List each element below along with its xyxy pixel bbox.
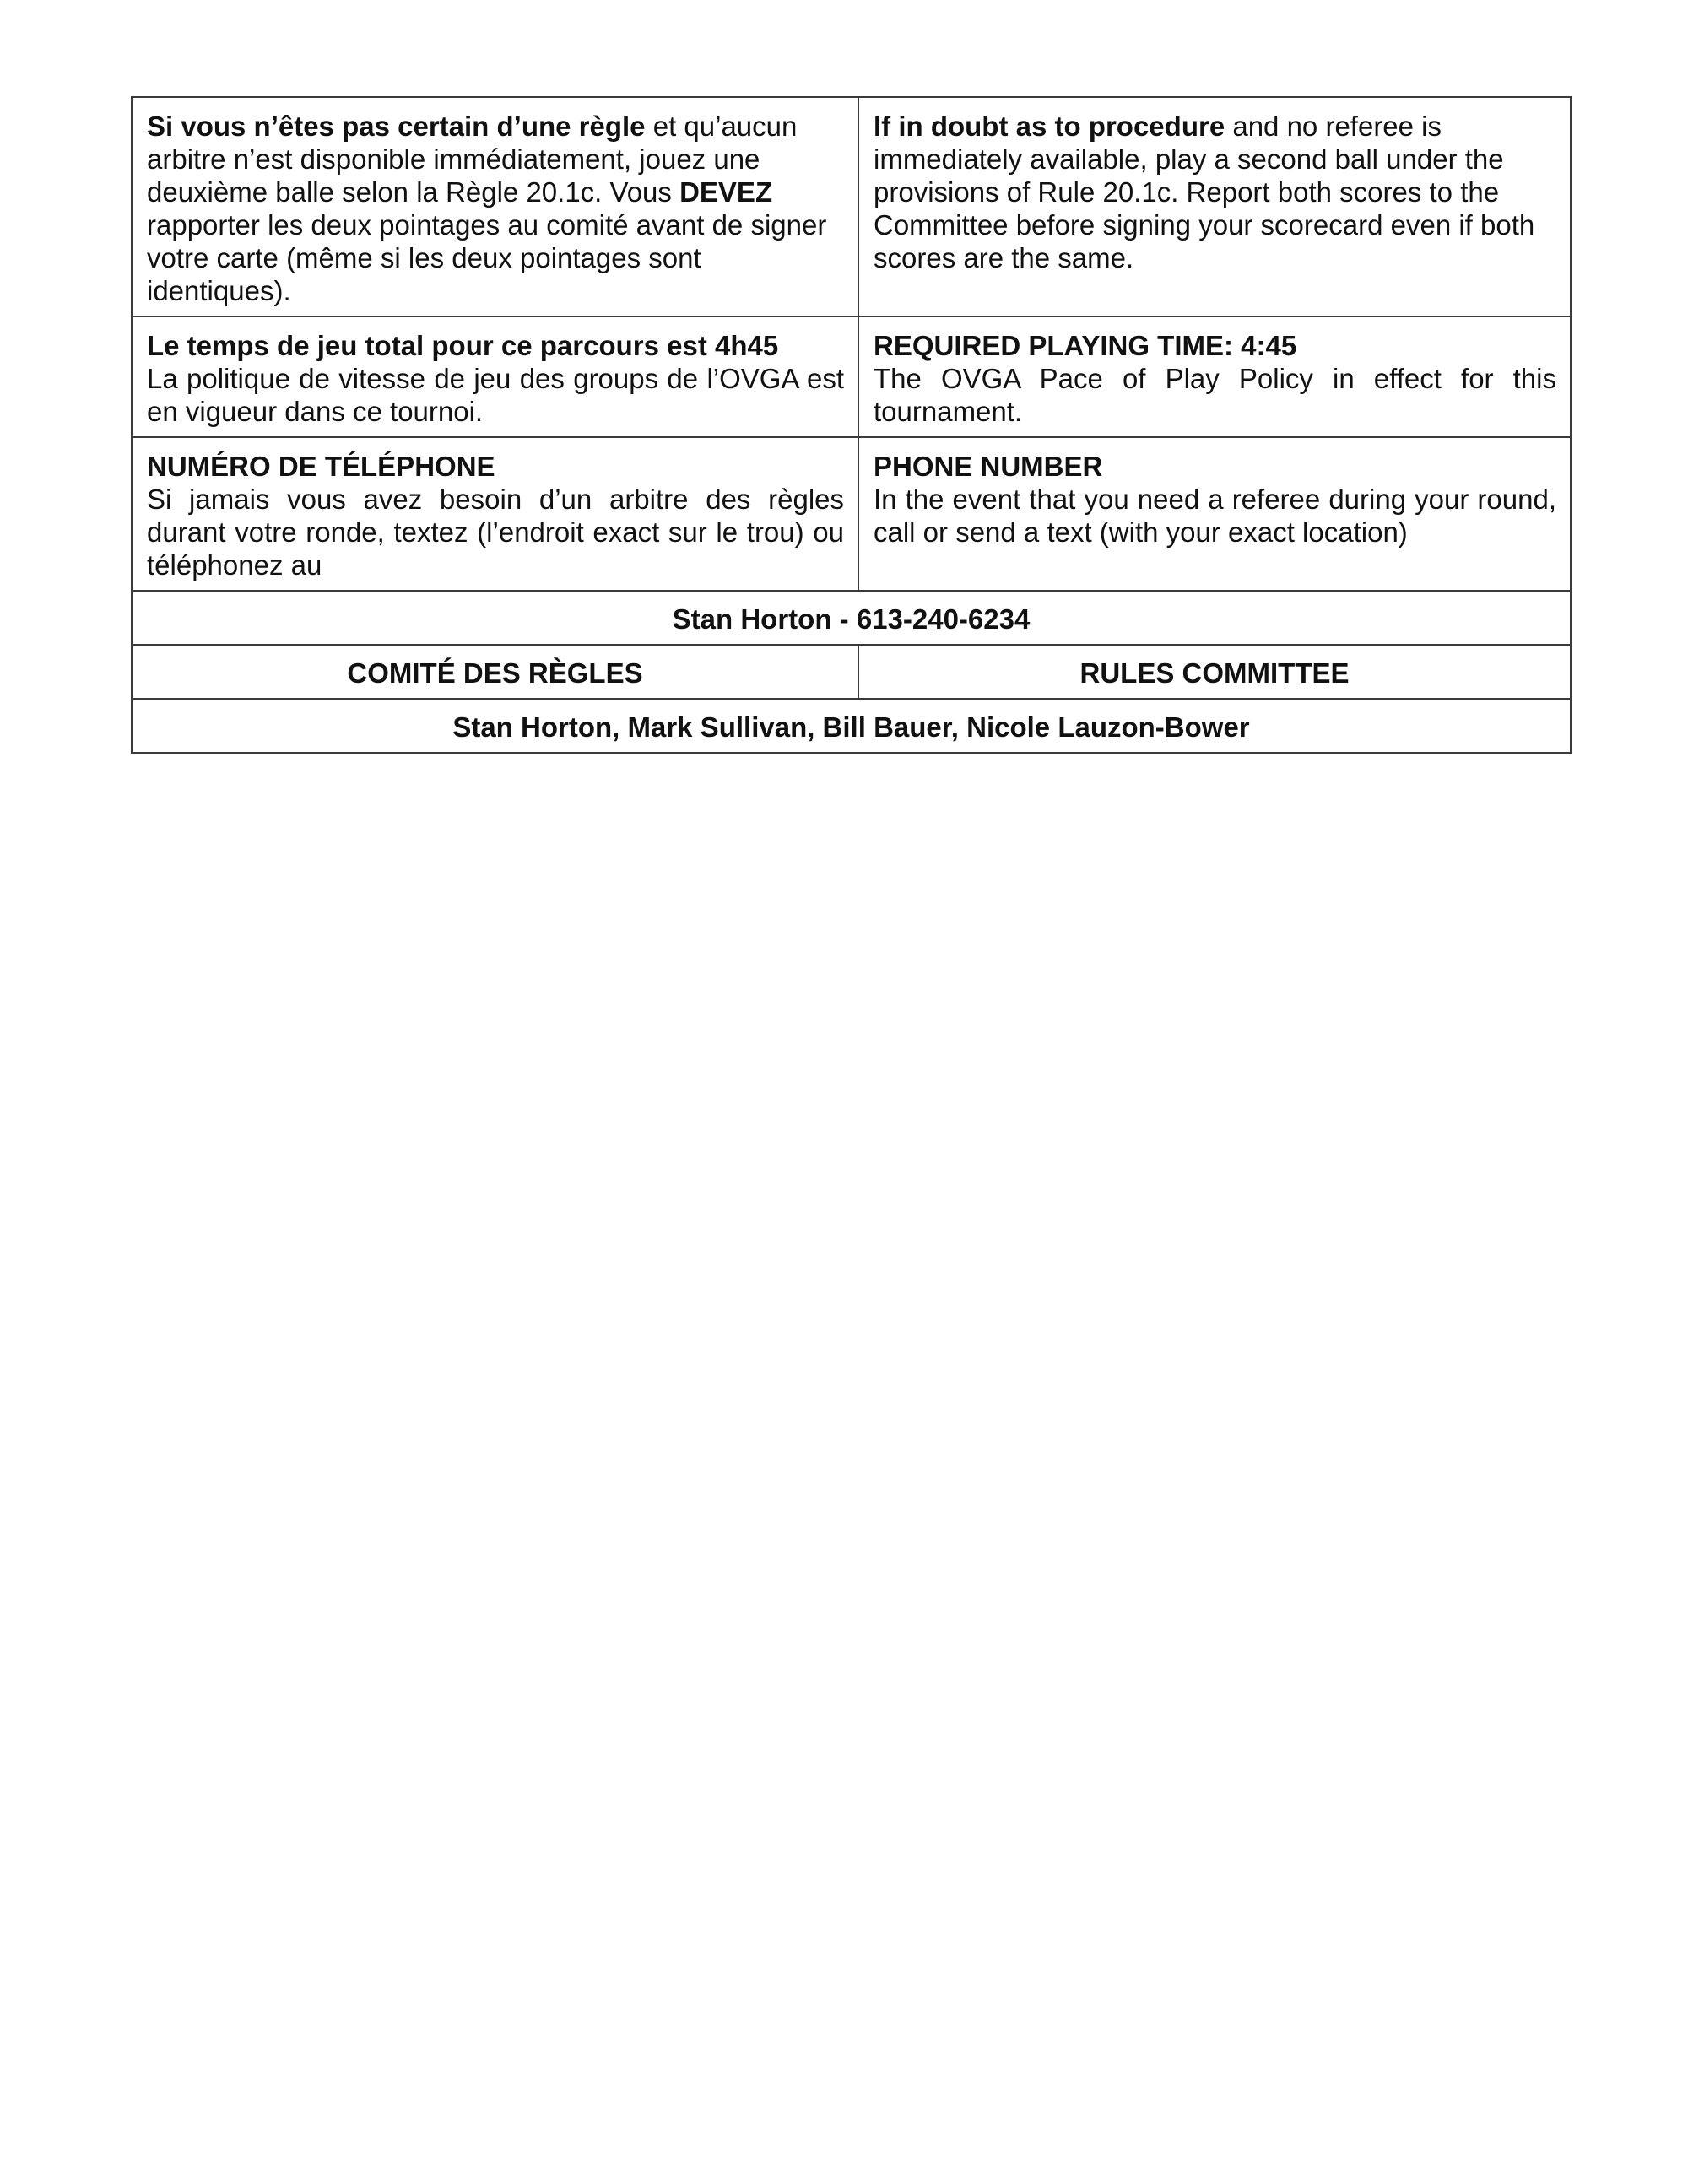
procedure-doubt-row <box>132 97 1571 316</box>
procedure-doubt-fr-text-1: et qu’aucun arbitre n’est disponible immédiatement, jouez une deuxième balle selon la Règle 20.1c. Vous <box>147 111 798 208</box>
phone-number-en-text: In the event that you need a referee during your round, call or send a text (with your exact location) <box>874 484 1556 548</box>
phone-number-row <box>132 437 1571 591</box>
playing-time-en-cell <box>858 316 1571 437</box>
phone-number-fr-text: Si jamais vous avez besoin d’un arbitre des règles durant votre ronde, textez (l’endroit exact sur le trou) ou téléphonez au <box>147 484 844 581</box>
procedure-doubt-fr-text-2: rapporter les deux pointages au comité avant de signer votre carte (même si les deux pointages sont identiques). <box>147 209 827 306</box>
committee-members-row <box>132 699 1571 753</box>
referee-contact-cell <box>132 591 1571 645</box>
committee-heading-row <box>132 645 1571 699</box>
playing-time-fr-heading: Le temps de jeu total pour ce parcours est 4h45 <box>147 330 779 361</box>
procedure-doubt-fr-cell <box>132 97 858 316</box>
playing-time-fr-text: La politique de vitesse de jeu des groups de l’OVGA est en vigueur dans ce tournoi. <box>147 363 844 427</box>
procedure-doubt-en-heading: If in doubt as to procedure <box>874 111 1225 142</box>
procedure-doubt-en-text: and no referee is immediately available, play a second ball under the provisions of Rule 20.1c. Report both scores to the Committee before signing your scorecard even if both scores are the same. <box>874 111 1535 273</box>
rules-info-table <box>131 96 1572 754</box>
phone-number-en-cell <box>858 437 1571 591</box>
referee-contact-text: Stan Horton - 613-240-6234 <box>672 603 1031 635</box>
playing-time-fr-cell <box>132 316 858 437</box>
referee-contact-row <box>132 591 1571 645</box>
procedure-doubt-en-cell <box>858 97 1571 316</box>
phone-number-fr-heading: NUMÉRO DE TÉLÉPHONE <box>147 451 495 482</box>
procedure-doubt-fr-must: DEVEZ <box>679 176 773 208</box>
committee-members-cell <box>132 699 1571 753</box>
procedure-doubt-fr-heading: Si vous n’êtes pas certain d’une règle <box>147 111 646 142</box>
committee-fr-heading-cell <box>132 645 858 699</box>
phone-number-en-heading: PHONE NUMBER <box>874 451 1103 482</box>
committee-members-text: Stan Horton, Mark Sullivan, Bill Bauer, Nicole Lauzon-Bower <box>452 711 1250 743</box>
playing-time-en-text: The OVGA Pace of Play Policy in effect for this tournament. <box>874 363 1556 427</box>
committee-fr-heading: COMITÉ DES RÈGLES <box>347 657 643 689</box>
committee-en-heading-cell <box>858 645 1571 699</box>
playing-time-row <box>132 316 1571 437</box>
playing-time-en-heading: REQUIRED PLAYING TIME: 4:45 <box>874 330 1297 361</box>
phone-number-fr-cell <box>132 437 858 591</box>
committee-en-heading: RULES COMMITTEE <box>1079 657 1350 689</box>
